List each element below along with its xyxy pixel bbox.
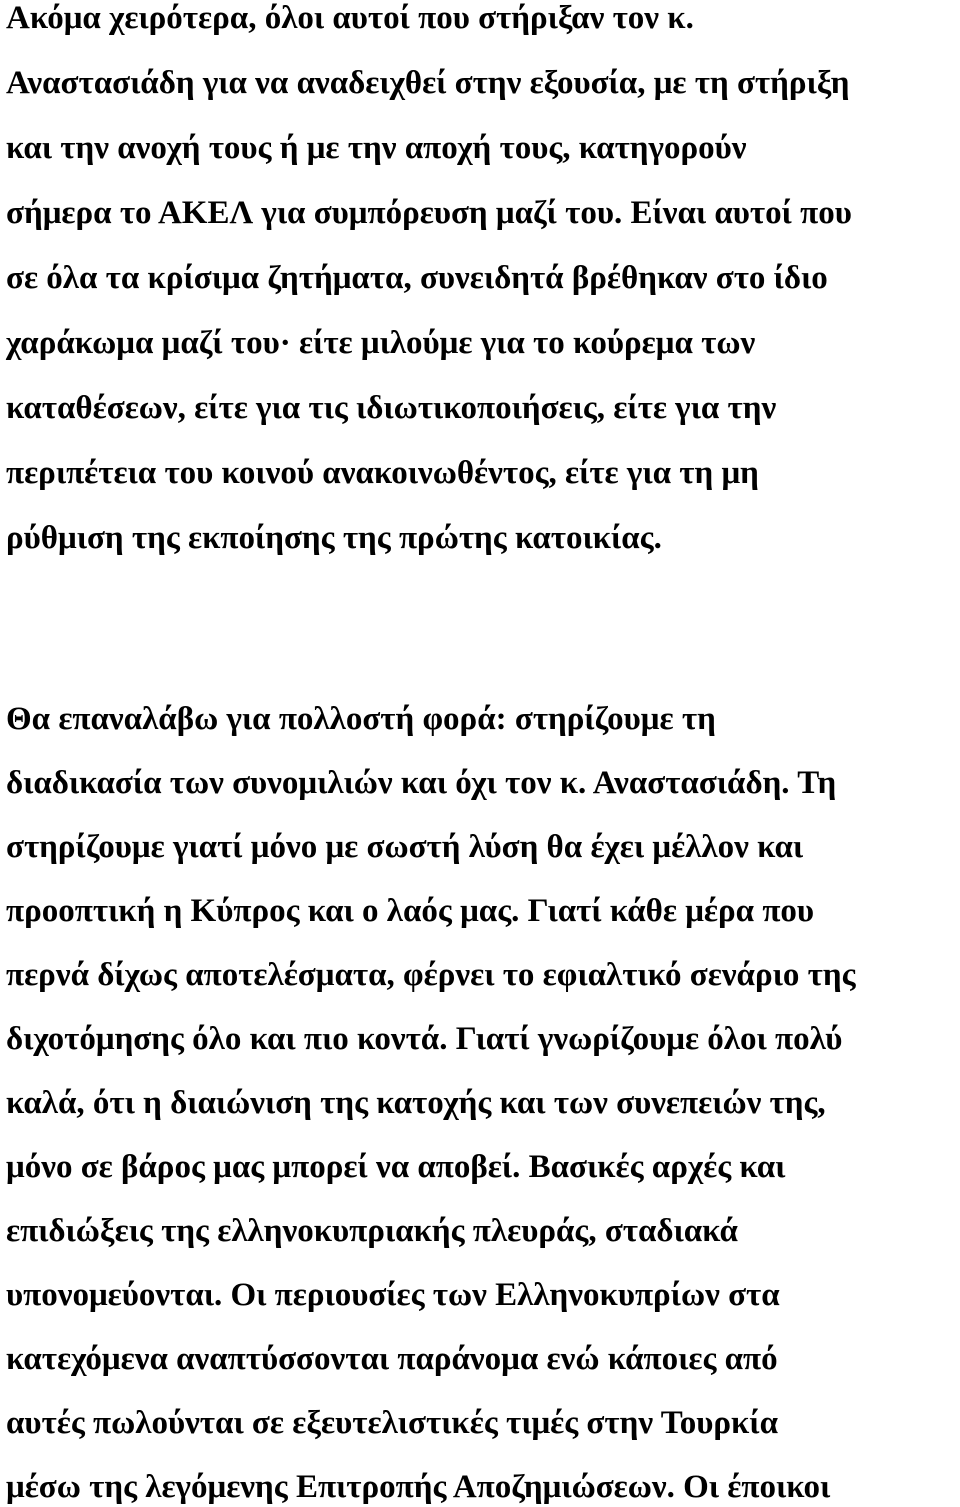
paragraph-line: καταθέσεων, είτε για τις ιδιωτικοποιήσεις, είτε για την <box>6 390 777 426</box>
paragraph-line: μέσω της λεγόμενης Επιτροπής Αποζημιώσεων. Οι έποικοι <box>6 1469 831 1505</box>
paragraph-line: στηρίζουμε γιατί μόνο με σωστή λύση θα έχει μέλλον και <box>6 829 804 865</box>
paragraph-line: Αναστασιάδη για να αναδειχθεί στην εξουσία, με τη στήριξη <box>6 65 850 101</box>
paragraph-line: περιπέτεια του κοινού ανακοινωθέντος, είτε για τη μη <box>6 455 759 491</box>
paragraph-line: χαράκωμα μαζί του· είτε μιλούμε για το κούρεμα των <box>6 325 756 361</box>
paragraph-line: σε όλα τα κρίσιμα ζητήματα, συνειδητά βρέθηκαν στο ίδιο <box>6 260 828 296</box>
paragraph-line: μόνο σε βάρος μας μπορεί να αποβεί. Βασικές αρχές και <box>6 1149 786 1185</box>
paragraph-line: αυτές πωλούνται σε εξευτελιστικές τιμές στην Τουρκία <box>6 1405 778 1441</box>
paragraph-line: ρύθμιση της εκποίησης της πρώτης κατοικίας. <box>6 520 662 556</box>
paragraph-line: Ακόμα χειρότερα, όλοι αυτοί που στήριξαν τον κ. <box>6 0 694 36</box>
paragraph-line: υπονομεύονται. Οι περιουσίες των Ελληνοκυπρίων στα <box>6 1277 780 1313</box>
paragraph-line: επιδιώξεις της ελληνοκυπριακής πλευράς, σταδιακά <box>6 1213 738 1249</box>
paragraph-line: κατεχόμενα αναπτύσσονται παράνομα ενώ κάποιες από <box>6 1341 778 1377</box>
paragraph-line: Θα επαναλάβω για πολλοστή φορά: στηρίζουμε τη <box>6 701 716 737</box>
paragraph-line: και την ανοχή τους ή με την αποχή τους, κατηγορούν <box>6 130 747 166</box>
paragraph-line: διαδικασία των συνομιλιών και όχι τον κ. Αναστασιάδη. Τη <box>6 765 837 801</box>
paragraph-line: περνά δίχως αποτελέσματα, φέρνει το εφιαλτικό σενάριο της <box>6 957 856 993</box>
paragraph-line: καλά, ότι η διαιώνιση της κατοχής και των συνεπειών της, <box>6 1085 826 1121</box>
paragraph-line: σήμερα το ΑΚΕΛ για συμπόρευση μαζί του. Είναι αυτοί που <box>6 195 852 231</box>
paragraph-line: προοπτική η Κύπρος και ο λαός μας. Γιατί κάθε μέρα που <box>6 893 815 929</box>
paragraph-line: διχοτόμησης όλο και πιο κοντά. Γιατί γνωρίζουμε όλοι πολύ <box>6 1021 843 1057</box>
